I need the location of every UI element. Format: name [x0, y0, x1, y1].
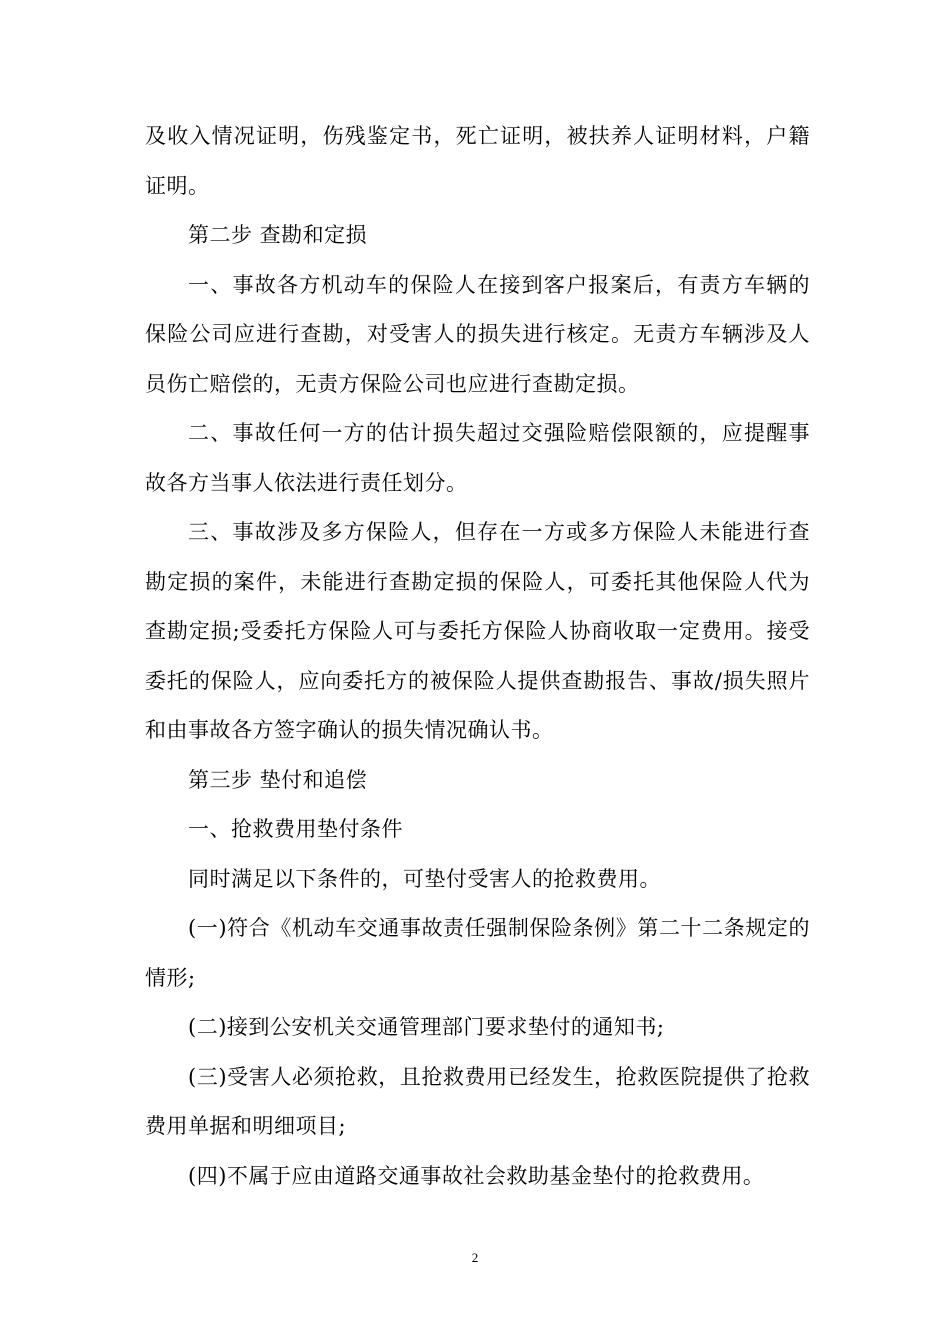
page-number: 2 — [471, 1250, 479, 1265]
page-body — [145, 112, 810, 1201]
paragraph-8: 同时满足以下条件的，可垫付受害人的抢救费用。 — [188, 866, 661, 891]
condition-item-1: (一)符合《机动车交通事故责任强制保险条例》第二十二条规定的情形; — [145, 916, 810, 990]
condition-item-3: (三)受害人必须抢救，且抢救费用已经发生，抢救医院提供了抢救费用单据和明细项目; — [145, 1064, 810, 1138]
section-heading-step-2: 第二步 查勘和定损 — [188, 223, 368, 247]
subheading-advance-conditions: 一、抢救费用垫付条件 — [188, 817, 403, 841]
condition-item-2: (二)接到公安机关交通管理部门要求垫付的通知书; — [188, 1015, 665, 1039]
paragraph-3: 一、事故各方机动车的保险人在接到客户报案后，有责方车辆的保险公司应进行查勘，对受害人的损失进行核定。无责方车辆涉及人员伤亡赔偿的，无责方保险公司也应进行查勘定损。 — [145, 272, 810, 396]
condition-item-4: (四)不属于应由道路交通事故社会救助基金垫付的抢救费用。 — [188, 1163, 765, 1188]
paragraph-5: 三、事故涉及多方保险人，但存在一方或多方保险人未能进行查勘定损的案件，未能进行查勘定损的保险人，可委托其他保险人代为查勘定损;受委托方保险人可与委托方保险人协商收取一定费用。接受委托的保险人，应向委托方的被保险人提供查勘报告、事故/损失照片和由事故各方签字确认的损失情况确认书。 — [145, 520, 810, 742]
paragraph-4: 二、事故任何一方的估计损失超过交强险赔偿限额的，应提醒事故各方当事人依法进行责任划分。 — [145, 421, 810, 495]
paragraph-1: 及收入情况证明，伤残鉴定书，死亡证明，被扶养人证明材料，户籍证明。 — [145, 124, 810, 198]
section-heading-step-3: 第三步 垫付和追偿 — [188, 767, 368, 792]
